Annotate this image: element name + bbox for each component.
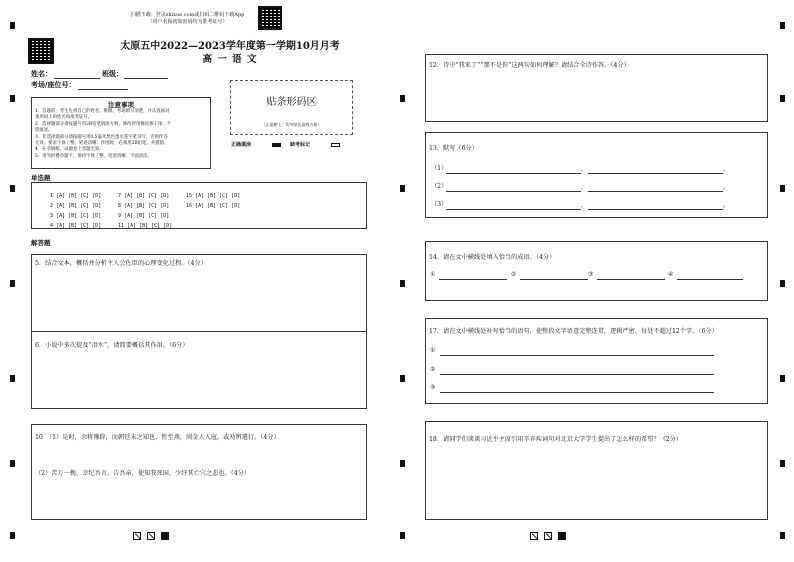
q13-3-blank-b[interactable]: [588, 209, 723, 210]
notice-item: 1．答题前，考生先将自己的姓名、班级、考场填写清楚，并认真核对: [35, 109, 170, 114]
notice-item: 留痕迹。: [35, 128, 53, 134]
q13-2-blank-a[interactable]: [446, 191, 581, 192]
side-marker: [10, 280, 15, 287]
app-qr-code: [258, 6, 282, 30]
side-marker: [10, 185, 15, 192]
exam-qr-code: [28, 38, 54, 64]
period: 。: [723, 184, 730, 191]
choice-grid: [31, 182, 367, 229]
q6-prompt: 6．小说中多次提及“泪水”，请简要概括其作用。（6分）: [35, 342, 189, 349]
q17-prompt: 17．请在文中横线处补写恰当的语句，使整段文字语意完整连贯，逻辑严密，每处不超过12个字。（6分）: [429, 328, 718, 335]
q18-answer-box[interactable]: [425, 421, 768, 520]
q14-item-label: ①: [430, 271, 436, 278]
choice-q1[interactable]: 1 [A] [B] [C] [D]: [50, 193, 102, 199]
answer-section-label: 解答题: [31, 239, 51, 247]
exam-subject: 高 一 语 文: [202, 54, 258, 65]
page-footer-mark: [133, 532, 141, 540]
q14-prompt: 14．请在文中横线处填入恰当的成语。（4分）: [429, 254, 556, 261]
side-marker: [400, 532, 405, 539]
exam-title: 太原五中2022—2023学年度第一学期10月月考: [120, 41, 340, 52]
q14-item-label: ③: [588, 271, 594, 278]
q13-1-blank-b[interactable]: [588, 173, 723, 174]
q17-item-label: ③: [430, 384, 436, 391]
choice-section-label: 单选题: [31, 174, 51, 182]
notice-item: 5．请勿折叠答题卡，保持字体工整、笔迹清晰、卡面清洁。: [35, 153, 152, 159]
corner-marker: [780, 22, 785, 29]
side-marker: [400, 280, 405, 287]
notice-item: 条形码上的姓名和准考证号。: [35, 115, 93, 121]
q10-part1-prompt: 10．（1）是时，余将豫辟，而朝廷未之知也，暂至燕，间金人入寇，或劝辨遣行。（4分）: [35, 434, 280, 441]
choice-q7[interactable]: 7 [A] [B] [C] [D]: [118, 193, 170, 199]
q14-item-label: ②: [511, 271, 517, 278]
page-footer-mark: [558, 532, 566, 540]
q17-blank-1[interactable]: [440, 355, 714, 356]
choice-q4[interactable]: 4 [A] [B] [C] [D]: [50, 223, 102, 229]
q14-blank-3[interactable]: [597, 279, 665, 280]
q10-part2-prompt: （2）苦万一挽，幸纪吾言，告吾亲，使知我死国，少纾其亡穴之悲也。（4分）: [35, 470, 251, 477]
notice-item: 2．选择题部分请按题号用2B铅笔填涂方框，修改时用橡皮擦干净，不: [35, 121, 172, 127]
notice-title: 注意事项: [108, 101, 134, 109]
q12-answer-box[interactable]: [425, 54, 768, 122]
choice-q2[interactable]: 2 [A] [B] [C] [D]: [50, 203, 102, 209]
q10-answer-box[interactable]: [31, 424, 367, 520]
q13-1-blank-a[interactable]: [446, 173, 581, 174]
side-marker: [780, 185, 785, 192]
choice-q11[interactable]: 11 [A] [B] [C] [D]: [118, 223, 173, 229]
name-label: 姓名：: [31, 69, 52, 78]
q12-prompt: 12．诗中“我来了”“那不是你”这两句如何理解？请结合全诗作答。（4分）: [429, 62, 630, 69]
name-field[interactable]: [54, 78, 100, 79]
q14-item-label: ④: [668, 271, 674, 278]
q17-item-label: ②: [430, 366, 436, 373]
q6-answer-box[interactable]: [31, 331, 367, 409]
q17-blank-2[interactable]: [440, 374, 714, 375]
barcode-label: 贴条形码区: [266, 97, 317, 108]
side-marker: [780, 375, 785, 382]
side-marker: [10, 460, 15, 467]
barcode-note: （正面朝上，切勿贴出虚线方框）: [261, 122, 322, 127]
barcode-area: [230, 80, 353, 135]
side-marker: [400, 95, 405, 102]
notice-item: 3．非选择题部分请按题号用0.5毫米黑色墨水签字笔书写，否则作答: [35, 134, 168, 140]
q14-blank-4[interactable]: [677, 279, 743, 280]
choice-q16[interactable]: 16 [A] [B] [C] [D]: [186, 203, 241, 209]
notice-box: [31, 97, 211, 169]
q5-answer-box[interactable]: [31, 254, 367, 332]
notice-item: 无效。要求字体工整、笔迹清晰。作图时，必须用2B铅笔，并描浓。: [35, 141, 169, 147]
comma: ，: [581, 184, 588, 191]
comma: ，: [581, 202, 588, 209]
corner-marker: [10, 22, 15, 29]
choice-q8[interactable]: 8 [A] [B] [C] [D]: [118, 203, 170, 209]
app-note-line-2: （用户名和初始密码均为准考证号）: [147, 19, 228, 25]
page-footer-mark: [161, 532, 169, 540]
corner-marker: [10, 532, 15, 539]
q13-item-label: （3）: [431, 201, 448, 208]
side-marker: [400, 185, 405, 192]
side-marker: [780, 95, 785, 102]
notice-list: [35, 109, 209, 160]
q14-blank-2[interactable]: [520, 279, 588, 280]
room-seat-field[interactable]: [78, 89, 128, 90]
correct-fill-sample: [272, 143, 281, 147]
q13-2-blank-b[interactable]: [588, 191, 723, 192]
period: 。: [723, 202, 730, 209]
missing-mark-label: 缺考标记: [290, 142, 311, 148]
q13-item-label: （2）: [431, 183, 448, 190]
side-marker: [400, 460, 405, 467]
comma: ，: [581, 166, 588, 173]
q14-blank-1[interactable]: [439, 279, 507, 280]
side-marker: [400, 375, 405, 382]
side-marker: [780, 280, 785, 287]
side-marker: [10, 95, 15, 102]
q13-answer-box[interactable]: [425, 132, 768, 218]
app-download-note: [120, 12, 255, 26]
room-seat-label: 考场/座位号：: [31, 80, 76, 89]
q18-prompt: 18．请同学们谈谈习近平主席引用辛弃疾词句对北京大学学生提出了怎么样的希望？（2分）: [429, 436, 683, 443]
class-label: 班级：: [102, 69, 123, 78]
choice-row[interactable]: [38, 217, 186, 235]
q17-answer-box[interactable]: [425, 318, 768, 404]
q13-item-label: （1）: [431, 165, 448, 172]
notice-item: 4．在草稿纸、试题卷上答题无效。: [35, 147, 104, 153]
app-note-line-1: 扫描下载：登录zhixue.com或扫码二维码下载App: [130, 12, 245, 18]
period: 。: [723, 166, 730, 173]
correct-fill-label: 正确填涂: [231, 142, 252, 148]
q17-blank-3[interactable]: [440, 392, 714, 393]
page-footer-mark: [530, 532, 538, 540]
q14-answer-box[interactable]: [425, 241, 768, 301]
side-marker: [780, 460, 785, 467]
choice-q15[interactable]: 15 [A] [B] [C] [D]: [186, 193, 241, 199]
side-marker: [10, 375, 15, 382]
q5-prompt: 5．结合文本，概括并分析主人公佐臣的心理变化过程。（4分）: [35, 260, 207, 267]
choice-q3[interactable]: 3 [A] [B] [C] [D]: [50, 213, 102, 219]
corner-marker: [780, 532, 785, 539]
page-footer-mark: [544, 532, 552, 540]
q13-3-blank-a[interactable]: [446, 209, 581, 210]
choice-q9[interactable]: 9 [A] [B] [C] [D]: [118, 213, 170, 219]
class-field[interactable]: [124, 78, 168, 79]
missing-mark-box[interactable]: [331, 143, 340, 147]
page-footer-mark: [147, 532, 155, 540]
q13-prompt: 13．默写（6分）: [429, 145, 478, 152]
q17-item-label: ①: [430, 347, 436, 354]
